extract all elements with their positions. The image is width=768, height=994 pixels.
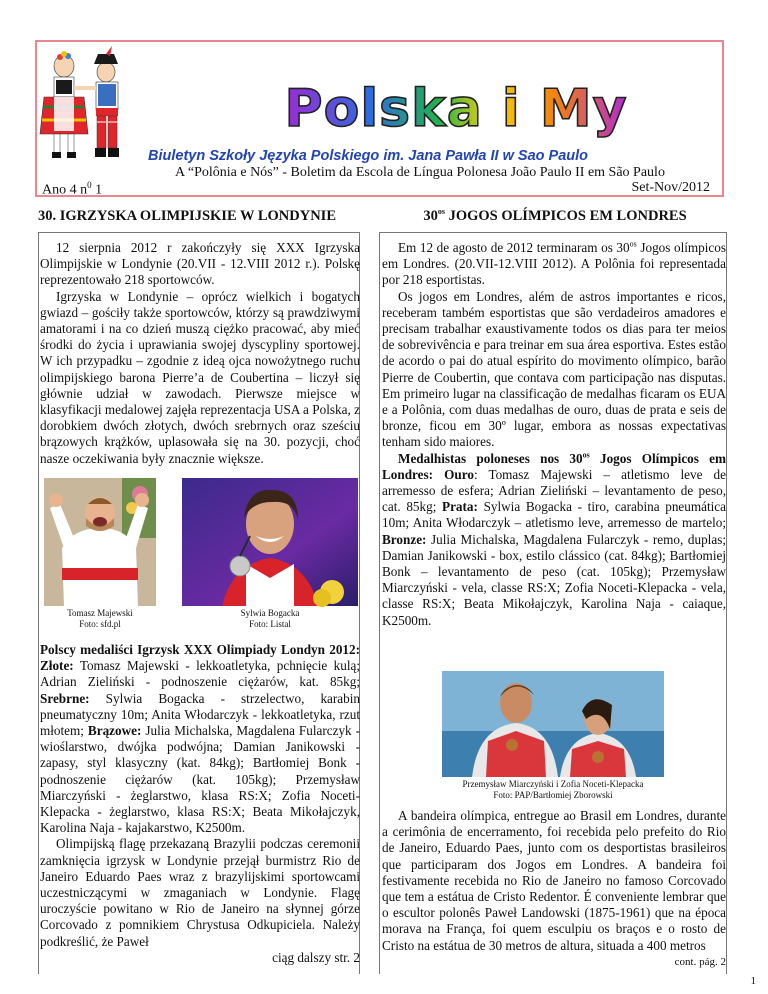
right-article-top [382, 240, 726, 629]
right-paragraph-2: Os jogos em Londres, além de astros importantes e ricos, receberam também esportistas que são verdadeiros amadores e precisam trabalhar exaustivamente todos os dias para ter meios de sobrevivência e para treinar em sua área esportiva. Estes estão de acordo o pai do atual espírito do movimento olímpico, barão Pierre de Coubertin, que contava com participação nas disputas. Em primeiro lugar na classificação de medalhas ficaram os EUA e a Polônia, com duas medalhas de ouro, duas de prata e seis de bronze, ficou em 30º lugar, embora as nossas expectativas tenham sido maiores. [382, 288, 726, 450]
svg-text:Polska i My: Polska i My [284, 79, 628, 139]
left-medalists: Polscy medaliści Igrzysk XXX Olimpiady Londyn 2012: Złote: Tomasz Majewski - lekkoatletyka, pchnięcie kulą; Adrian Zieliński - podnoszenie ciężarów, kat. 85kg; Srebrne: Sylwia Bogacka - strzelectwo, karabin pneumatyczny 10m; Anita Włodarczyk - lekkoatletyka, rzut młotem; Brązowe: Julia Michalska, Magdalena Fularczyk - wioślarstwo, dwójka podwójna; Damian Janikowski - zapasy, styl klasyczny (kat. 84kg); Bartłomiej Bonk - podnoszenie ciężarów (kat. 105kg); Przemysław Miarczyński - żeglarstwo, klasa RS:X; Zofia Noceti-Klepacka - żeglarstwo, klasa RS:X; Beata Mikołajczyk, Karolina Naja - kajakarstwo, K2500m. [40, 642, 361, 836]
right-paragraph-1: Em 12 de agosto de 2012 terminaram os $30^{os}$ Jogos olímpicos em Londres. (20.VII-12.VIII 2012). A Polônia foi representada por 218 esportistas. [382, 239, 726, 288]
photo-sylwia-bogacka [182, 478, 358, 606]
left-article-bottom [40, 642, 360, 966]
left-article-top [40, 240, 360, 467]
left-paragraph-2: Igrzyska w Londynie – oprócz wielkich i bogatych gwiazd – gościły także sportowców, którzy są prawdziwymi amatorami i na co dzień muszą ciężko pracować, aby mieć środki do życia i uprawiania swojej dyscypliny sportowej. W ich przypadku – zgodnie z ideą ojca nowożytnego ruchu olimpijskiego barona Pierre’a de Coubertina – liczył się głównie udział w zawodach. Pierwsze miejsce w klasyfikacji medalowej zajęła reprezentacja USA a Polska, z dorobkiem dwóch złotych, dwóch srebrnych oraz sześciu brązowych krążków, uplasowała się na 30. pozycji, choć nasze oczekiwania były znacznie większe. [40, 288, 360, 466]
right-continued: cont. pág. 2 [674, 955, 726, 968]
caption-photo-2: Sylwia Bogacka Foto: Listal [240, 608, 300, 629]
right-paragraph-3: A bandeira olímpica, entregue ao Brasil em Londres, durante a cerimônia de encerramento, foi recebida pelo prefeito do Rio de Janeiro, Eduardo Paes, junto com os desportistas brasileiros que participaram dos Jogos em Londres. A bandeira foi festivamente recebida no Rio de Janeiro no famoso Corcovado que tem a estátua de Cristo Redentor. É conveniente lembrar que o escultor polonês Paweł Landowski (1875-1961) que na época morava na França, foi quem esculpiu os braços e o rosto de Cristo na estátua de 30 metros de altura, situada a 400 metros [382, 808, 726, 953]
photo-sailors [442, 671, 664, 777]
right-medalists: Medalhistas poloneses nos $30^{os}$ Jogos Olímpicos em Londres: Ouro: Tomasz Majewski – atletismo leve de arremesso de esfera; Adrian Zieliński – levantamento de peso, cat. 85kg; Prata: Sylwia Bogacka - tiro, carabina pneumática 10m; Anita Włodarczyk – atletismo leve, arremesso de martelo; Bronze: Julia Michalska, Magdalena Fularczyk - remo, duplas; Damian Janikowski - box, estilo clássico (cat. 84kg); Bartłomiej Bonk – levantamento de peso (cat. 105kg); Przemysław Miarczyński - vela, classe RS:X; Zofia Noceti-Klepacka - vela, classe RS:X; Beata Mikołajczyk, Karolina Naja - caiaque, K2500m. [382, 450, 727, 628]
left-paragraph-1: 12 sierpnia 2012 r zakończyły się XXX Igrzyska Olimpijskie w Londynie (20.VII - 12.VIII 2012 r.). Polskę reprezentowało 218 sportowców. [40, 240, 360, 288]
right-article-bottom [382, 808, 726, 970]
folk-dancers-illustration [40, 52, 132, 164]
issue-number: Ano 4 $n^0$ 1 [42, 180, 103, 198]
heading-polish: 30. IGRZYSKA OLIMPIJSKIE W LONDYNIE [38, 208, 336, 224]
photo-tomasz-majewski [44, 478, 156, 606]
left-continued: ciąg dalszy str. 2 [272, 949, 360, 965]
left-paragraph-3: Olimpijską flagę przekazaną Brazylii podczas ceremonii zamknięcia igrzysk w Londynie przejął burmistrz Rio de Janeiro Eduardo Paes wraz z brazylijskimi sportowcami uczestniczącymi w zmaganiach w Londynie. Flagę uroczyście powitano w Rio de Janeiro na słynnej górze Corcovado z pomnikiem Chrystusa Odkupiciela. Należy podkreślić, że Paweł [40, 836, 360, 949]
page-number: 1 [750, 975, 756, 987]
caption-photo-1: Tomasz Majewski Foto: sfd.pl [67, 608, 133, 629]
subtitle-polish: Biuletyn Szkoły Języka Polskiego im. Jana Pawła II w Sao Paulo [148, 148, 588, 164]
issue-period: Set-Nov/2012 [631, 180, 710, 195]
heading-portuguese: $30^{os}$ JOGOS OLÍMPICOS EM LONDRES [423, 207, 687, 224]
caption-photo-3: Przemysław Miarczyński i Zofia Noceti-Klepacka Foto: PAP/Bartłomiej Zborowski [462, 779, 644, 800]
subtitle-portuguese: A “Polônia e Nós” - Boletim da Escola de Língua Polonesa João Paulo II em São Paulo [175, 165, 665, 180]
masthead-logo [284, 76, 628, 139]
